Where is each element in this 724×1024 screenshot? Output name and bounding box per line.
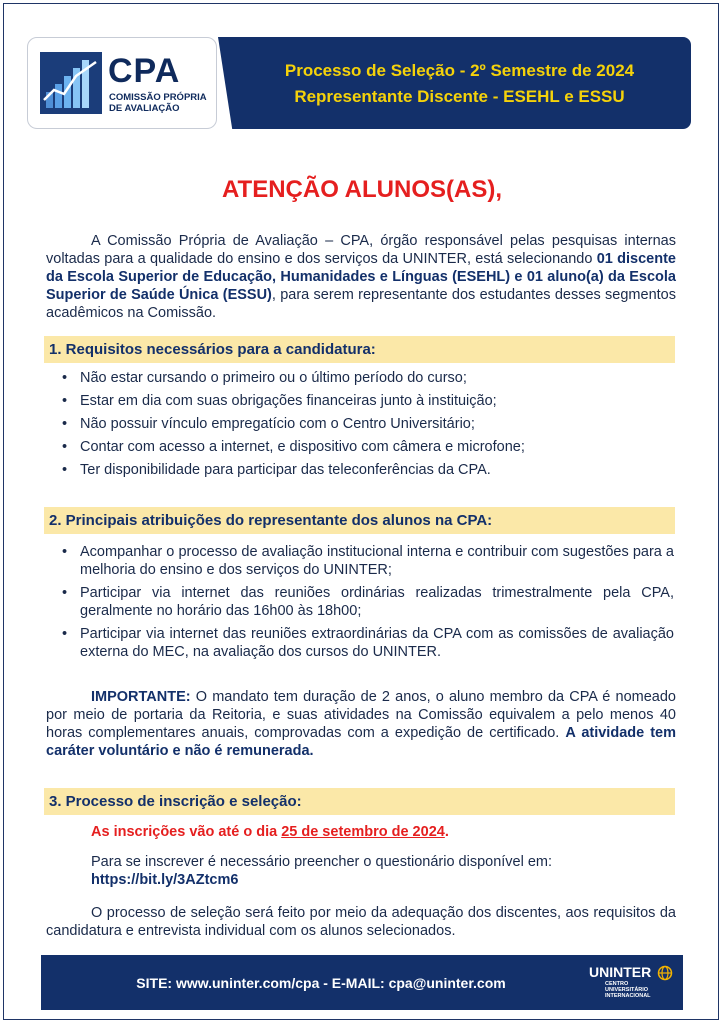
list-item: • Não possuir vínculo empregatício com o Centro Universitário;: [62, 415, 674, 433]
cpa-chart-logo-icon: [40, 52, 102, 114]
deadline-date: 25 de setembro de 2024: [281, 824, 445, 840]
signup-paragraph: [91, 853, 681, 889]
intro-paragraph: [46, 232, 676, 322]
footer-contact[interactable]: SITE: www.uninter.com/cpa - E-MAIL: cpa@uninter.com: [136, 975, 506, 991]
logo-acronym: CPA: [108, 52, 181, 90]
list-item: • Participar via internet das reuniões extraordinárias da CPA com as comissões de avaliação externa do MEC, na avaliação dos cursos do UNINTER.: [62, 625, 674, 661]
important-text: O mandato tem duração de 2 anos, o aluno membro da CPA é nomeado por meio de portaria da Reitoria, e suas atividades na Comissão equivalem a pelo menos 40 horas complementares anuais, comprovadas com a expedição de certificado.: [46, 689, 676, 741]
intro-text-bold: 01 discente da Escola Superior de Educação, Humanidades e Línguas (ESEHL) e 01 aluno(a) da Escola Superior de Saúde Única (ESSU): [46, 251, 676, 303]
list-item: • Acompanhar o processo de avaliação institucional interna e contribuir com sugestões para a melhoria do ensino e dos serviços do UNINTER;: [62, 543, 674, 579]
intro-text-start: A Comissão Própria de Avaliação – CPA, órgão responsável pelas pesquisas internas voltadas para a qualidade do ensino e dos serviços da UNINTER, está selecionando: [46, 233, 676, 267]
logo-subtitle: [109, 92, 219, 114]
globe-icon: [657, 965, 673, 981]
header-title: [228, 58, 691, 110]
deadline-suffix: .: [444, 824, 449, 840]
important-label: IMPORTANTE:: [91, 689, 191, 705]
cpa-logo: [27, 37, 217, 129]
signup-text: Para se inscrever é necessário preencher o questionário disponível em:: [91, 854, 553, 870]
uninter-subtitle: [605, 981, 651, 999]
duties-list: [62, 543, 674, 661]
list-item: • Não estar cursando o primeiro ou o último período do curso;: [62, 369, 674, 387]
requirements-list: [62, 369, 674, 479]
signup-link[interactable]: https://bit.ly/3AZtcm6: [91, 872, 239, 888]
selection-paragraph: O processo de seleção será feito por meio da adequação dos discentes, aos requisitos da candidatura e entrevista individual com os alunos selecionados.: [46, 905, 676, 939]
uninter-sub-line3: INTERNACIONAL: [605, 993, 651, 999]
header-title-line1: Processo de Seleção - 2º Semestre de 2024: [284, 61, 635, 80]
footer-bar: [41, 955, 683, 1010]
uninter-sub-line1: CENTRO: [605, 981, 629, 987]
list-item: • Participar via internet das reuniões ordinárias realizadas trimestralmente pela CPA, geralmente no horário das 16h00 às 18h00;: [62, 584, 674, 620]
logo-subtitle-line2: DE AVALIAÇÃO: [109, 103, 180, 114]
section2-heading: 2. Principais atribuições do representante dos alunos na CPA:: [44, 507, 675, 534]
logo-subtitle-line1: COMISSÃO PRÓPRIA: [109, 92, 207, 103]
uninter-logo: [589, 964, 679, 1004]
attention-heading: ATENÇÃO ALUNOS(AS),: [222, 176, 502, 203]
header-title-line2: Representante Discente - ESEHL e ESSU: [294, 87, 625, 106]
intro-text-end: , para serem representante dos estudantes desses segmentos acadêmicos na Comissão.: [46, 287, 676, 321]
list-item: • Contar com acesso a internet, e dispositivo com câmera e microfone;: [62, 438, 674, 456]
section1-heading: 1. Requisitos necessários para a candidatura:: [44, 336, 675, 363]
section3-heading: 3. Processo de inscrição e seleção:: [44, 788, 675, 815]
uninter-sub-line2: UNIVERSITÁRIO: [605, 987, 649, 993]
deadline-prefix: As inscrições vão até o dia: [91, 824, 282, 840]
list-item: • Estar em dia com suas obrigações financeiras junto à instituição;: [62, 392, 674, 410]
list-item: • Ter disponibilidade para participar das teleconferências da CPA.: [62, 461, 674, 479]
important-paragraph: [46, 688, 676, 760]
important-bold-end: A atividade tem caráter voluntário e não é remunerada.: [46, 725, 676, 759]
deadline-line: [91, 823, 681, 841]
uninter-brand: UNINTER: [589, 964, 652, 980]
